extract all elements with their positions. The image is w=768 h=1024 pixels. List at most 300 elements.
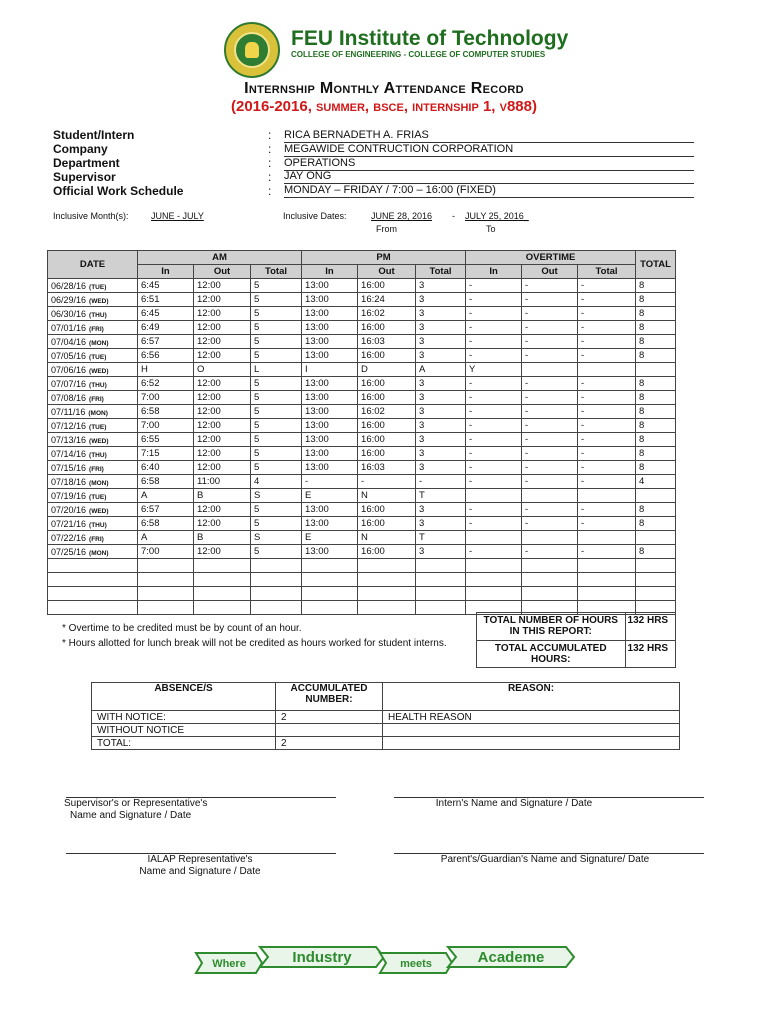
table-cell: N xyxy=(358,531,416,545)
table-cell: 3 xyxy=(416,517,466,531)
ialap-signature-caption: IALAP Representative's Name and Signature / Date xyxy=(139,854,261,877)
accumulated-header: ACCUMULATED NUMBER: xyxy=(276,683,383,711)
table-cell: 8 xyxy=(636,419,676,433)
college-names: COLLEGE OF ENGINEERING - COLLEGE OF COMPUTER STUDIES xyxy=(291,50,546,59)
date-cell: 06/28/16 (TUE) xyxy=(48,279,138,293)
table-cell: 8 xyxy=(636,503,676,517)
absences-table xyxy=(91,682,680,750)
table-cell: 3 xyxy=(416,503,466,517)
table-cell: 5 xyxy=(251,405,302,419)
table-cell: - xyxy=(466,307,522,321)
table-cell: 6:55 xyxy=(138,433,194,447)
overtime-header: OVERTIME xyxy=(466,251,636,265)
table-row xyxy=(48,475,676,489)
reason-header: REASON: xyxy=(383,683,680,711)
table-cell xyxy=(578,363,636,377)
table-cell: 5 xyxy=(251,545,302,559)
total-report-label: TOTAL NUMBER OF HOURS IN THIS REPORT: xyxy=(477,613,626,641)
empty-row xyxy=(48,573,676,587)
with-notice-reason: HEALTH REASON xyxy=(383,711,680,724)
table-cell: 6:45 xyxy=(138,279,194,293)
institution-name: FEU Institute of Technology xyxy=(291,27,569,50)
table-row xyxy=(48,405,676,419)
date-cell: 07/01/16 (FRI) xyxy=(48,321,138,335)
table-cell: 13:00 xyxy=(302,321,358,335)
table-cell xyxy=(466,531,522,545)
table-cell: - xyxy=(466,475,522,489)
ot-total-header: Total xyxy=(578,265,636,279)
table-row xyxy=(48,503,676,517)
date-cell: 07/05/16 (TUE) xyxy=(48,349,138,363)
table-cell: 16:24 xyxy=(358,293,416,307)
where-text: Where xyxy=(212,958,246,970)
pm-total-header: Total xyxy=(416,265,466,279)
table-cell: 13:00 xyxy=(302,349,358,363)
table-cell: 7:00 xyxy=(138,391,194,405)
table-row xyxy=(48,531,676,545)
table-cell xyxy=(636,489,676,503)
table-cell: - xyxy=(578,307,636,321)
am-header: AM xyxy=(138,251,302,265)
table-cell: - xyxy=(522,377,578,391)
department-label: Department xyxy=(53,156,120,170)
date-to-value: JULY 25, 2016_ xyxy=(465,211,529,221)
supervisor-label: Supervisor xyxy=(53,170,116,184)
table-cell xyxy=(636,363,676,377)
table-cell: N xyxy=(358,489,416,503)
table-cell: - xyxy=(522,503,578,517)
schedule-label: Official Work Schedule xyxy=(53,184,184,198)
date-cell: 07/08/16 (FRI) xyxy=(48,391,138,405)
table-cell: 12:00 xyxy=(194,503,251,517)
table-cell: 8 xyxy=(636,335,676,349)
empty-row xyxy=(48,587,676,601)
table-cell: - xyxy=(358,475,416,489)
table-cell: - xyxy=(578,517,636,531)
table-cell: Y xyxy=(466,363,522,377)
table-cell: 5 xyxy=(251,433,302,447)
table-cell: 12:00 xyxy=(194,419,251,433)
table-cell: 6:51 xyxy=(138,293,194,307)
table-cell: 8 xyxy=(636,405,676,419)
table-cell: 5 xyxy=(251,447,302,461)
table-cell: - xyxy=(578,433,636,447)
absences-header: ABSENCE/S xyxy=(92,683,276,711)
table-cell: 16:00 xyxy=(358,433,416,447)
pm-in-header: In xyxy=(302,265,358,279)
total-accum-label: TOTAL ACCUMULATED HOURS: xyxy=(477,641,626,668)
date-cell: 07/06/16 (WED) xyxy=(48,363,138,377)
table-cell: 16:00 xyxy=(358,419,416,433)
table-cell: - xyxy=(466,405,522,419)
meets-text: meets xyxy=(400,958,432,970)
table-row xyxy=(48,377,676,391)
table-cell: 13:00 xyxy=(302,545,358,559)
table-cell: 13:00 xyxy=(302,503,358,517)
industry-text: Industry xyxy=(292,949,352,966)
table-cell: 12:00 xyxy=(194,335,251,349)
table-cell: 4 xyxy=(636,475,676,489)
table-cell: 3 xyxy=(416,279,466,293)
table-cell xyxy=(522,363,578,377)
table-row xyxy=(48,321,676,335)
date-cell: 06/30/16 (THU) xyxy=(48,307,138,321)
table-cell: B xyxy=(194,531,251,545)
table-cell: - xyxy=(466,447,522,461)
absences-total-label: TOTAL: xyxy=(92,737,276,750)
table-cell: 12:00 xyxy=(194,433,251,447)
inclusive-months-label: Inclusive Month(s): xyxy=(53,211,129,221)
table-cell: 4 xyxy=(251,475,302,489)
date-cell: 07/19/16 (TUE) xyxy=(48,489,138,503)
table-cell xyxy=(636,531,676,545)
table-cell: 13:00 xyxy=(302,377,358,391)
table-cell: 16:00 xyxy=(358,447,416,461)
table-cell: 8 xyxy=(636,433,676,447)
to-label: To xyxy=(486,224,496,234)
inclusive-dates-label: Inclusive Dates: xyxy=(283,211,347,221)
table-cell: 13:00 xyxy=(302,279,358,293)
table-cell: - xyxy=(466,433,522,447)
table-cell: 12:00 xyxy=(194,517,251,531)
table-cell: - xyxy=(522,279,578,293)
table-cell: - xyxy=(522,335,578,349)
table-cell: 13:00 xyxy=(302,293,358,307)
table-cell: 6:45 xyxy=(138,307,194,321)
table-row xyxy=(48,349,676,363)
date-cell: 07/18/16 (MON) xyxy=(48,475,138,489)
table-cell xyxy=(466,489,522,503)
schedule-value: MONDAY – FRIDAY / 7:00 – 16:00 (FIXED) xyxy=(284,184,694,198)
table-cell: - xyxy=(522,517,578,531)
table-cell: 13:00 xyxy=(302,391,358,405)
table-cell: 5 xyxy=(251,391,302,405)
table-cell: H xyxy=(138,363,194,377)
table-cell: - xyxy=(522,461,578,475)
table-cell: 13:00 xyxy=(302,307,358,321)
table-cell: 5 xyxy=(251,419,302,433)
table-row xyxy=(48,335,676,349)
table-cell: - xyxy=(578,377,636,391)
table-cell: - xyxy=(522,349,578,363)
table-cell: 12:00 xyxy=(194,293,251,307)
date-cell: 07/21/16 (THU) xyxy=(48,517,138,531)
table-cell: 16:00 xyxy=(358,503,416,517)
table-cell: 12:00 xyxy=(194,461,251,475)
table-cell: - xyxy=(466,377,522,391)
table-cell: 16:02 xyxy=(358,307,416,321)
table-cell: 12:00 xyxy=(194,405,251,419)
table-cell: 12:00 xyxy=(194,447,251,461)
table-cell: 8 xyxy=(636,321,676,335)
table-cell: - xyxy=(522,419,578,433)
table-cell: - xyxy=(466,461,522,475)
table-cell: - xyxy=(578,475,636,489)
table-cell: - xyxy=(466,503,522,517)
table-row xyxy=(48,419,676,433)
table-cell: - xyxy=(466,321,522,335)
table-cell: 8 xyxy=(636,391,676,405)
table-cell: T xyxy=(416,489,466,503)
table-cell: 5 xyxy=(251,349,302,363)
table-cell: 12:00 xyxy=(194,349,251,363)
table-cell: - xyxy=(578,503,636,517)
pm-out-header: Out xyxy=(358,265,416,279)
table-cell: 5 xyxy=(251,321,302,335)
total-accum-value: 132 HRS xyxy=(625,641,675,668)
table-cell: 8 xyxy=(636,279,676,293)
date-cell: 07/04/16 (MON) xyxy=(48,335,138,349)
date-cell: 07/12/16 (TUE) xyxy=(48,419,138,433)
date-cell: 07/14/16 (THU) xyxy=(48,447,138,461)
date-cell: 07/07/16 (THU) xyxy=(48,377,138,391)
document-title: Internship Monthly Attendance Record xyxy=(244,80,524,97)
table-cell: 12:00 xyxy=(194,377,251,391)
table-cell: - xyxy=(578,335,636,349)
table-cell: - xyxy=(578,545,636,559)
table-row xyxy=(48,279,676,293)
table-cell: - xyxy=(578,447,636,461)
table-cell: 3 xyxy=(416,377,466,391)
table-cell: 5 xyxy=(251,335,302,349)
table-cell: 7:00 xyxy=(138,545,194,559)
table-cell xyxy=(522,489,578,503)
table-cell: 6:40 xyxy=(138,461,194,475)
date-cell: 07/20/16 (WED) xyxy=(48,503,138,517)
table-row xyxy=(48,461,676,475)
table-cell: 6:58 xyxy=(138,475,194,489)
table-cell: 13:00 xyxy=(302,433,358,447)
department-value: OPERATIONS xyxy=(284,157,694,171)
table-cell: 3 xyxy=(416,349,466,363)
table-cell: - xyxy=(416,475,466,489)
table-cell: 3 xyxy=(416,405,466,419)
supervisor-signature-caption: Supervisor's or Representative's Name and Signature / Date xyxy=(64,798,208,821)
table-cell: 3 xyxy=(416,391,466,405)
table-cell: - xyxy=(466,293,522,307)
table-cell xyxy=(578,531,636,545)
table-cell: 5 xyxy=(251,517,302,531)
note-overtime: * Overtime to be credited must be by count of an hour. xyxy=(62,623,302,634)
table-cell: - xyxy=(578,405,636,419)
table-cell: 13:00 xyxy=(302,447,358,461)
table-cell: 8 xyxy=(636,293,676,307)
table-cell: 8 xyxy=(636,349,676,363)
table-cell: - xyxy=(522,307,578,321)
table-cell: - xyxy=(466,419,522,433)
table-cell: 12:00 xyxy=(194,321,251,335)
table-cell: 6:57 xyxy=(138,335,194,349)
date-cell: 07/11/16 (MON) xyxy=(48,405,138,419)
table-row xyxy=(48,517,676,531)
ot-out-header: Out xyxy=(522,265,578,279)
table-cell: A xyxy=(138,531,194,545)
table-cell: - xyxy=(578,461,636,475)
date-header: DATE xyxy=(48,251,138,279)
without-notice-label: WITHOUT NOTICE xyxy=(92,724,276,737)
table-cell: 16:00 xyxy=(358,279,416,293)
table-cell: 16:03 xyxy=(358,461,416,475)
empty-row xyxy=(48,559,676,573)
table-cell: - xyxy=(578,349,636,363)
table-cell: 3 xyxy=(416,307,466,321)
table-cell: 13:00 xyxy=(302,405,358,419)
table-cell: 3 xyxy=(416,447,466,461)
table-cell: 5 xyxy=(251,503,302,517)
table-cell: O xyxy=(194,363,251,377)
table-cell: 11:00 xyxy=(194,475,251,489)
table-cell: 16:02 xyxy=(358,405,416,419)
table-cell: 16:00 xyxy=(358,517,416,531)
supervisor-value: JAY ONG xyxy=(284,170,694,184)
date-cell: 07/25/16 (MON) xyxy=(48,545,138,559)
table-cell: 3 xyxy=(416,433,466,447)
table-cell: B xyxy=(194,489,251,503)
table-cell: 7:00 xyxy=(138,419,194,433)
table-row xyxy=(48,391,676,405)
absences-total-count: 2 xyxy=(276,737,383,750)
table-cell: 12:00 xyxy=(194,307,251,321)
table-cell: - xyxy=(522,475,578,489)
table-cell: 6:49 xyxy=(138,321,194,335)
table-cell: - xyxy=(302,475,358,489)
table-cell: 5 xyxy=(251,307,302,321)
company-label: Company xyxy=(53,142,108,156)
table-cell: 13:00 xyxy=(302,517,358,531)
date-cell: 07/15/16 (FRI) xyxy=(48,461,138,475)
table-cell xyxy=(578,489,636,503)
table-cell: 8 xyxy=(636,377,676,391)
attendance-table xyxy=(47,250,676,615)
student-value: RICA BERNADETH A. FRIAS xyxy=(284,129,694,143)
feu-seal-logo xyxy=(224,22,280,78)
note-lunch: * Hours allotted for lunch break will not be credited as hours worked for student interns. xyxy=(62,638,447,649)
ot-in-header: In xyxy=(466,265,522,279)
table-cell: S xyxy=(251,489,302,503)
with-notice-label: WITH NOTICE: xyxy=(92,711,276,724)
table-cell: 3 xyxy=(416,293,466,307)
table-cell: 5 xyxy=(251,293,302,307)
table-cell: 8 xyxy=(636,307,676,321)
table-cell: 16:00 xyxy=(358,545,416,559)
table-cell: I xyxy=(302,363,358,377)
table-cell: - xyxy=(578,321,636,335)
table-cell: T xyxy=(416,531,466,545)
table-cell: - xyxy=(578,391,636,405)
table-cell: 8 xyxy=(636,545,676,559)
total-header: TOTAL xyxy=(636,251,676,279)
date-from-value: JUNE 28, 2016 xyxy=(371,211,433,221)
table-cell: - xyxy=(466,335,522,349)
table-cell: 8 xyxy=(636,447,676,461)
table-row xyxy=(48,433,676,447)
company-value: MEGAWIDE CONTRUCTION CORPORATION xyxy=(284,143,694,157)
table-cell: 8 xyxy=(636,461,676,475)
table-cell: - xyxy=(522,447,578,461)
table-cell: 5 xyxy=(251,377,302,391)
total-report-value: 132 HRS xyxy=(625,613,675,641)
date-cell: 06/29/16 (WED) xyxy=(48,293,138,307)
table-cell: L xyxy=(251,363,302,377)
table-cell: 5 xyxy=(251,279,302,293)
table-row xyxy=(48,363,676,377)
table-cell: 16:00 xyxy=(358,349,416,363)
table-cell: 7:15 xyxy=(138,447,194,461)
table-cell: - xyxy=(466,545,522,559)
table-row xyxy=(48,293,676,307)
academe-text: Academe xyxy=(477,949,545,966)
table-cell: D xyxy=(358,363,416,377)
date-cell: 07/22/16 (FRI) xyxy=(48,531,138,545)
am-total-header: Total xyxy=(251,265,302,279)
table-row xyxy=(48,489,676,503)
table-cell: - xyxy=(522,391,578,405)
table-cell: 3 xyxy=(416,461,466,475)
table-cell: A xyxy=(416,363,466,377)
table-cell: 12:00 xyxy=(194,279,251,293)
table-cell: - xyxy=(522,433,578,447)
intern-signature-caption: Intern's Name and Signature / Date xyxy=(435,798,593,809)
table-cell: - xyxy=(466,279,522,293)
table-cell: - xyxy=(578,419,636,433)
pm-header: PM xyxy=(302,251,466,265)
table-row xyxy=(48,447,676,461)
table-row xyxy=(48,545,676,559)
from-label: From xyxy=(376,224,397,234)
table-cell: 12:00 xyxy=(194,391,251,405)
table-cell: 16:00 xyxy=(358,391,416,405)
table-cell: 8 xyxy=(636,517,676,531)
table-row xyxy=(48,307,676,321)
table-cell: 3 xyxy=(416,321,466,335)
table-cell: 3 xyxy=(416,335,466,349)
totals-box xyxy=(476,612,676,668)
table-cell: - xyxy=(578,279,636,293)
table-cell: - xyxy=(522,321,578,335)
table-cell: - xyxy=(578,293,636,307)
table-cell: 6:57 xyxy=(138,503,194,517)
table-cell: 3 xyxy=(416,419,466,433)
notes xyxy=(62,621,452,651)
am-in-header: In xyxy=(138,265,194,279)
table-cell: 16:03 xyxy=(358,335,416,349)
table-cell: 6:58 xyxy=(138,517,194,531)
table-cell: 13:00 xyxy=(302,419,358,433)
date-cell: 07/13/16 (WED) xyxy=(48,433,138,447)
table-cell: A xyxy=(138,489,194,503)
with-notice-count: 2 xyxy=(276,711,383,724)
table-cell: 5 xyxy=(251,461,302,475)
table-cell: 3 xyxy=(416,545,466,559)
date-dash: - xyxy=(452,211,455,221)
table-cell: - xyxy=(522,293,578,307)
table-cell: 13:00 xyxy=(302,461,358,475)
am-out-header: Out xyxy=(194,265,251,279)
table-cell: 6:52 xyxy=(138,377,194,391)
table-cell: S xyxy=(251,531,302,545)
table-cell: 13:00 xyxy=(302,335,358,349)
inclusive-months-value: JUNE - JULY xyxy=(151,211,204,221)
where-industry-meets-academe-banner xyxy=(194,944,576,974)
table-cell xyxy=(522,531,578,545)
table-cell: E xyxy=(302,489,358,503)
parent-signature-caption: Parent's/Guardian's Name and Signature/ Date xyxy=(440,854,650,865)
table-cell: - xyxy=(522,545,578,559)
table-cell: - xyxy=(466,349,522,363)
table-cell: 6:56 xyxy=(138,349,194,363)
table-cell: - xyxy=(466,391,522,405)
table-cell: E xyxy=(302,531,358,545)
